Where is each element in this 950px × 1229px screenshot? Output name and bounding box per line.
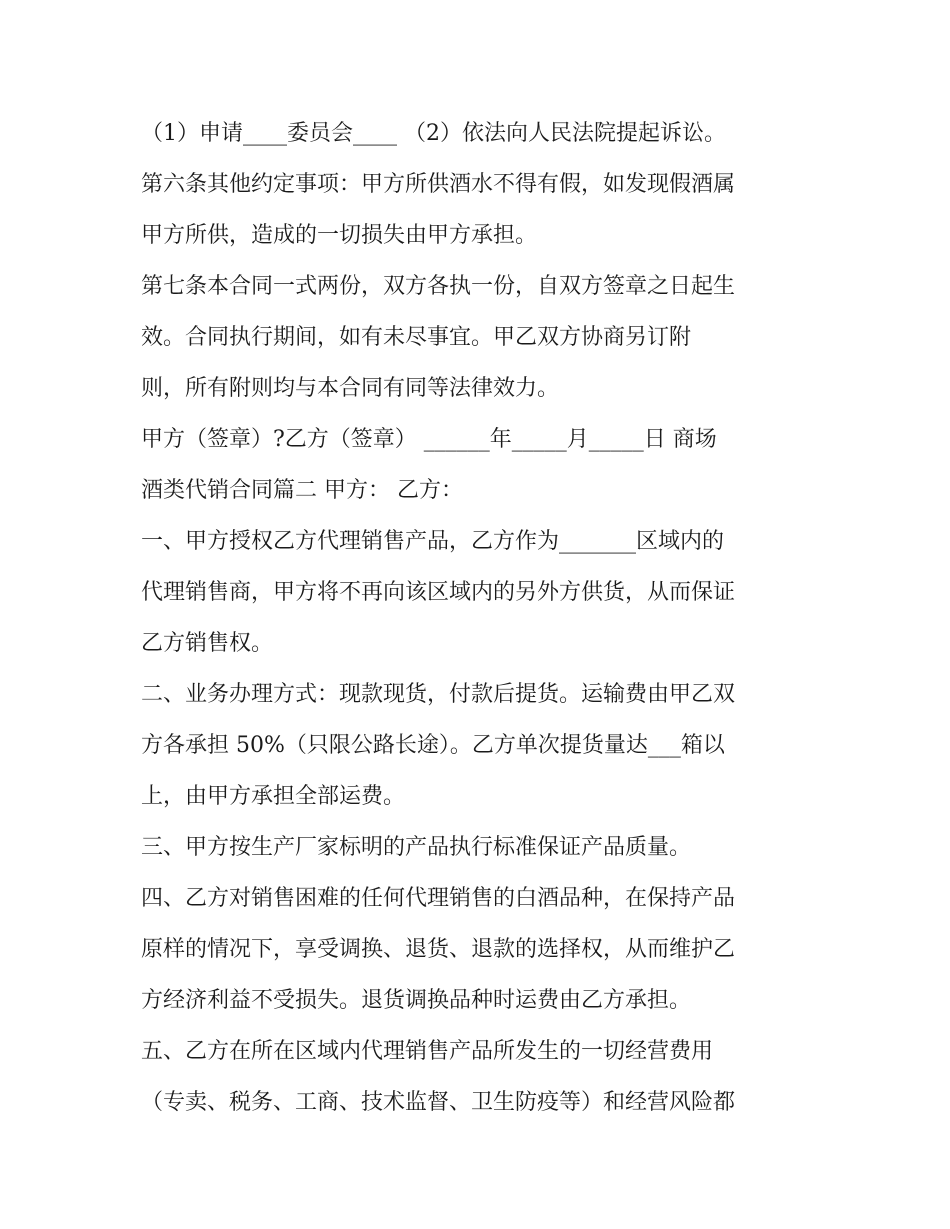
text-line: 上，由甲方承担全部运费。	[141, 784, 406, 809]
text-line: 五、乙方在所在区域内代理销售产品所发生的一切经营费用	[141, 1039, 714, 1064]
text-line: 则，所有附则均与本合同有同等法律效力。	[141, 376, 560, 401]
text-line: 甲方（签章）?乙方（签章） ______年_____月_____日 商场	[141, 427, 717, 452]
text-line: （专卖、税务、工商、技术监督、卫生防疫等）和经营风险都	[141, 1090, 736, 1115]
text-line: 甲方所供，造成的一切损失由甲方承担。	[141, 223, 538, 248]
text-line: 一、甲方授权乙方代理销售产品，乙方作为_______区域内的	[141, 529, 725, 554]
text-line: 方各承担 50%（只限公路长途）。乙方单次提货量达___箱以	[141, 733, 725, 758]
text-line: 效。合同执行期间，如有未尽事宜。甲乙双方协商另订附	[141, 325, 692, 350]
text-line: 第七条本合同一式两份，双方各执一份，自双方签章之日起生	[141, 274, 736, 299]
text-line: 四、乙方对销售困难的任何代理销售的白酒品种，在保持产品	[141, 886, 736, 911]
text-line: 原样的情况下，享受调换、退货、退款的选择权，从而维护乙	[141, 937, 736, 962]
contract-text	[141, 108, 821, 1128]
text-line: 三、甲方按生产厂家标明的产品执行标准保证产品质量。	[141, 835, 692, 860]
text-line: 代理销售商，甲方将不再向该区域内的另外方供货，从而保证	[141, 580, 736, 605]
text-line: （1）申请____委员会____ （2）依法向人民法院提起诉讼。	[141, 121, 726, 146]
text-line: 方经济利益不受损失。退货调换品种时运费由乙方承担。	[141, 988, 692, 1013]
text-line: 酒类代销合同篇二 甲方： 乙方：	[141, 478, 463, 503]
text-line: 第六条其他约定事项：甲方所供酒水不得有假，如发现假酒属	[141, 172, 736, 197]
text-line: 乙方销售权。	[141, 631, 274, 656]
text-line: 二、业务办理方式：现款现货，付款后提货。运输费由甲乙双	[141, 682, 736, 707]
